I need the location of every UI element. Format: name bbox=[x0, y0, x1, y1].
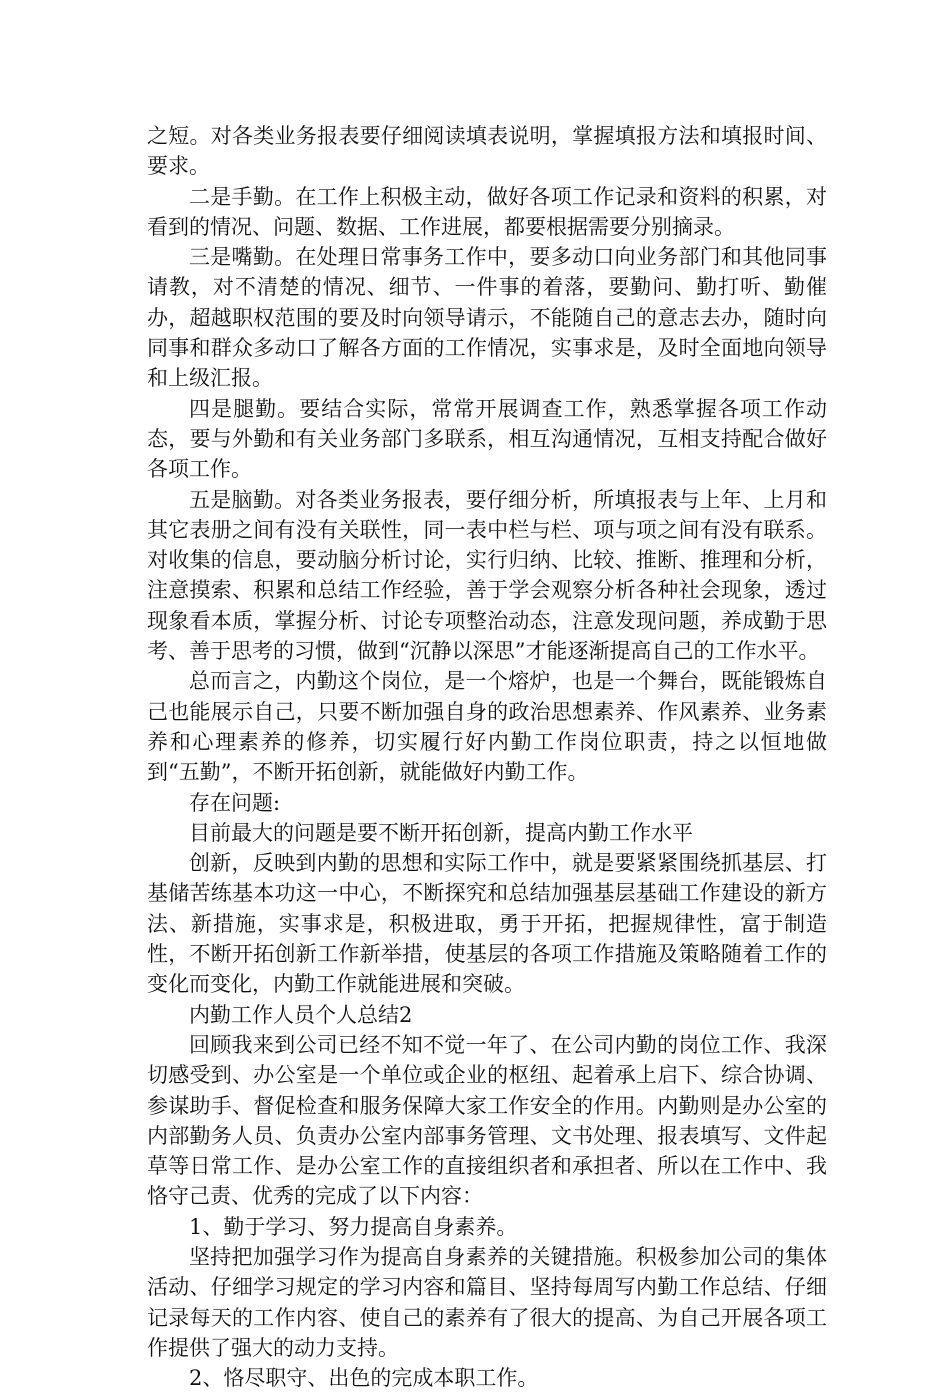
paragraph-hand-diligence: 二是手勤。在工作上积极主动，做好各项工作记录和资料的积累，对看到的情况、问题、数据、工作进展，都要根据需要分别摘录。 bbox=[147, 184, 827, 239]
paragraph-main-problem: 目前最大的问题是要不断开拓创新，提高内勤工作水平 bbox=[189, 820, 693, 845]
paragraph-review: 回顾我来到公司已经不知不觉一年了、在公司内勤的岗位工作、我深切感受到、办公室是一个单位或企业的枢纽、起着承上启下、综合协调、参谋助手、督促检查和服务保障大家工作安全的作用。内勤则是办公室的内部勤务人员、负责办公室内部事务管理、文书处理、报表填写、文件起草等日常工作、是办公室工作的直接组织者和承担者、所以在工作中、我恪守己责、优秀的完成了以下内容： bbox=[147, 1032, 827, 1209]
paragraph-leg-diligence: 四是腿勤。要结合实际，常常开展调查工作，熟悉掌握各项工作动态，要与外勤和有关业务部门多联系，相互沟通情况，互相支持配合做好各项工作。 bbox=[147, 396, 827, 482]
list-item-1-heading: 1、勤于学习、努力提高自身素养。 bbox=[189, 1214, 518, 1239]
paragraph-brain-diligence: 五是脑勤。对各类业务报表，要仔细分析，所填报表与上年、上月和其它表册之间有没有关联性，同一表中栏与栏、项与项之间有没有联系。对收集的信息，要动脑分析讨论，实行归纳、比较、推断、推理和分析，注意摸索、积累和总结工作经验，善于学会观察分析各种社会现象，透过现象看本质，掌握分析、讨论专项整治动态，注意发现问题，养成勤于思考、善于思考的习惯，做到“沉静以深思”才能逐渐提高自己的工作水平。 bbox=[147, 487, 827, 664]
paragraph-summary: 总而言之，内勤这个岗位，是一个熔炉，也是一个舞台，既能锻炼自己也能展示自己，只要不断加强自身的政治思想素养、作风素养、业务素养和心理素养的修养，切实履行好内勤工作岗位职责，持之以恒地做到“五勤”，不断开拓创新，就能做好内勤工作。 bbox=[147, 669, 827, 785]
paragraph-mouth-diligence: 三是嘴勤。在处理日常事务工作中，要多动口向业务部门和其他同事请教，对不清楚的情况、细节、一件事的着落，要勤问、勤打听、勤催办，超越职权范围的要及时向领导请示，不能随自己的意志去办，随时向同事和群众多动口了解各方面的工作情况，实事求是，及时全面地向领导和上级汇报。 bbox=[147, 245, 827, 391]
paragraph-study: 坚持把加强学习作为提高自身素养的关键措施。积极参加公司的集体活动、仔细学习规定的学习内容和篇目、坚持每周写内勤工作总结、仔细记录每天的工作内容、使自己的素养有了很大的提高、为自己开展各项工作提供了强大的动力支持。 bbox=[147, 1244, 827, 1360]
section-heading-summary-2: 内勤工作人员个人总结2 bbox=[189, 1002, 413, 1027]
document-page bbox=[147, 121, 827, 1393]
list-item-2-heading: 2、恪尽职守、出色的完成本职工作。 bbox=[189, 1366, 539, 1391]
paragraph-problems-heading: 存在问题: bbox=[189, 790, 281, 815]
paragraph-continued: 之短。对各类业务报表要仔细阅读填表说明，掌握填报方法和填报时间、要求。 bbox=[147, 124, 827, 179]
paragraph-innovation: 创新，反映到内勤的思想和实际工作中，就是要紧紧围绕抓基层、打基储苦练基本功这一中心，不断探究和总结加强基层基础工作建设的新方法、新措施，实事求是，积极进取，勇于开拓，把握规律性，富于制造性，不断开拓创新工作新举措，使基层的各项工作措施及策略随着工作的变化而变化，内勤工作就能进展和突破。 bbox=[147, 851, 827, 997]
